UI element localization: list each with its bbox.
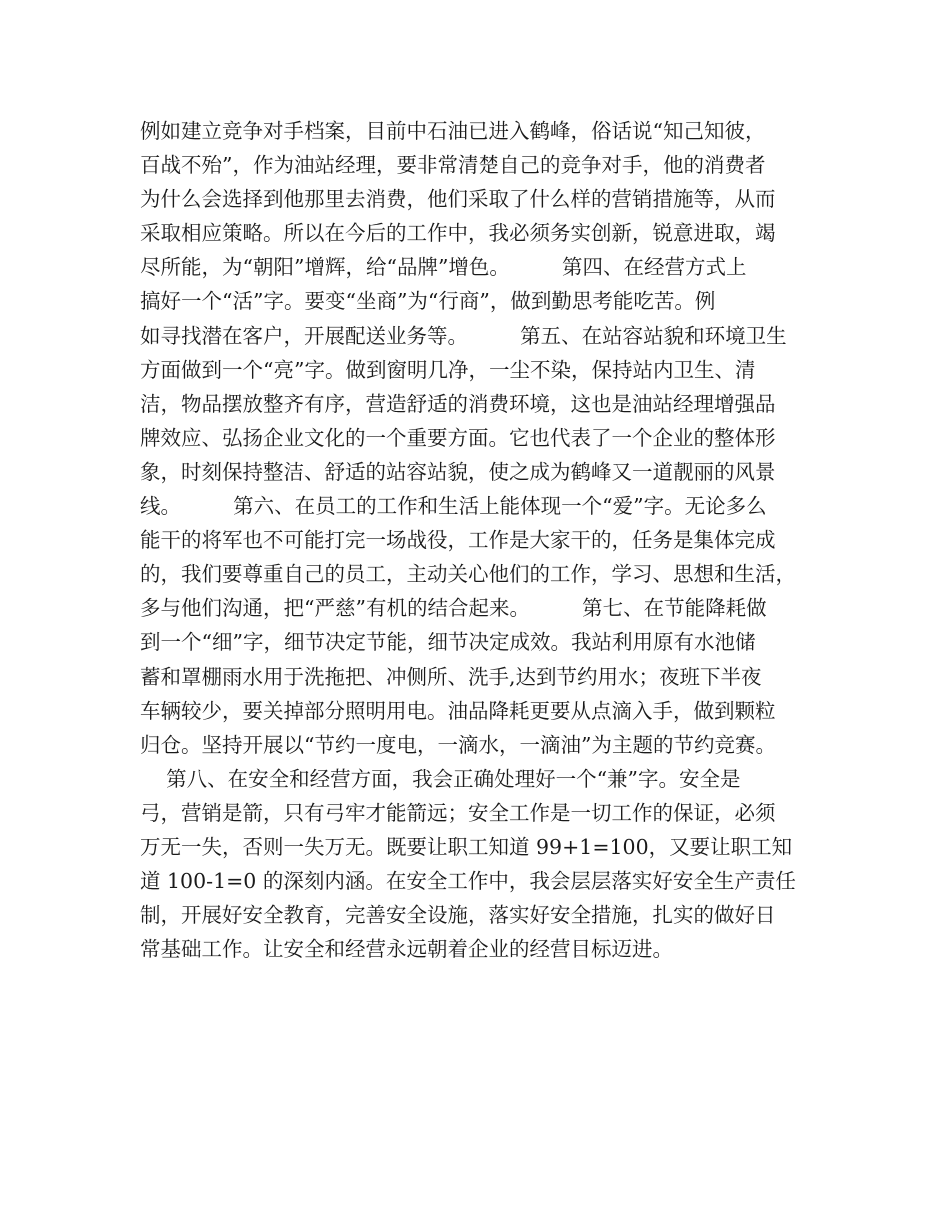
text-line: 采取相应策略。所以在今后的工作中，我必须务实创新，锐意进取，竭 [140, 221, 776, 246]
text-line: 蓄和罩棚雨水用于洗拖把、冲侧所、洗手,达到节约用水；夜班下半夜 [140, 664, 762, 689]
text-line: 百战不殆”，作为油站经理，要非常清楚自己的竞争对手，他的消费者 [140, 153, 766, 178]
text-line: 第八、在安全和经营方面，我会正确处理好一个“兼”字。安全是 [140, 766, 741, 791]
text-line: 能干的将军也不可能打完一场战役，工作是大家干的，任务是集体完成 [140, 528, 776, 553]
text-line: 的，我们要尊重自己的员工，主动关心他们的工作，学习、思想和生活， [140, 562, 796, 587]
text-line: 方面做到一个“亮”字。做到窗明几净，一尘不染，保持站内卫生、清 [140, 357, 756, 382]
text-line: 搞好一个“活”字。要变“坐商”为“行商”，做到勤思考能吃苦。例 [140, 289, 716, 314]
text-line: 象，时刻保持整洁、舒适的站容站貌，使之成为鹤峰又一道靓丽的风景 [140, 459, 776, 484]
text-line: 常基础工作。让安全和经营永远朝着企业的经营目标迈进。 [140, 937, 673, 962]
text-line: 车辆较少，要关掉部分照明用电。油品降耗更要从点滴入手，做到颗粒 [140, 698, 776, 723]
text-line: 线。 第六、在员工的工作和生活上能体现一个“爱”字。无论多么 [140, 494, 767, 519]
body-text [140, 114, 840, 966]
text-line: 为什么会选择到他那里去消费，他们采取了什么样的营销措施等，从而 [140, 187, 776, 212]
text-line: 到一个“细”字，细节决定节能，细节决定成效。我站利用原有水池储 [140, 630, 756, 655]
text-line: 制，开展好安全教育，完善安全设施，落实好安全措施，扎实的做好日 [140, 903, 776, 928]
text-line: 归仓。坚持开展以“节约一度电，一滴水，一滴油”为主题的节约竞赛。 [140, 732, 776, 757]
text-line: 如寻找潜在客户，开展配送业务等。 第五、在站容站貌和环境卫生 [140, 323, 787, 348]
text-line: 洁，物品摆放整齐有序，营造舒适的消费环境，这也是油站经理增强品 [140, 391, 776, 416]
text-line: 例如建立竞争对手档案，目前中石油已进入鹤峰，俗话说“知己知彼， [140, 119, 766, 143]
text-line: 多与他们沟通，把“严慈”有机的结合起来。 第七、在节能降耗做 [140, 596, 767, 621]
text-line: 尽所能，为“朝阳”增辉，给“品牌”增色。 第四、在经营方式上 [140, 255, 747, 280]
text-line: 道 100-1=0 的深刻内涵。在安全工作中，我会层层落实好安全生产责任 [140, 869, 796, 894]
text-line: 万无一失，否则一失万无。既要让职工知道 99+1=100，又要让职工知 [140, 834, 793, 859]
text-line: 弓，营销是箭，只有弓牢才能箭远；安全工作是一切工作的保证，必须 [140, 800, 776, 825]
text-line: 牌效应、弘扬企业文化的一个重要方面。它也代表了一个企业的整体形 [140, 425, 776, 450]
